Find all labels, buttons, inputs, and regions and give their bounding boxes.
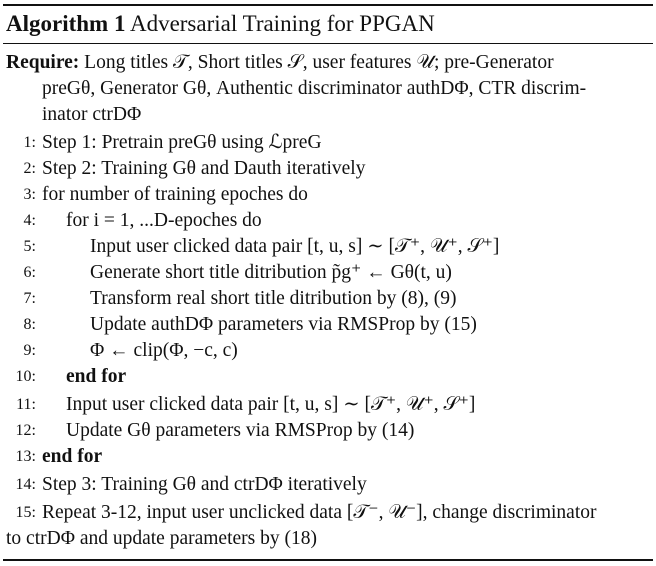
line-number: 10:: [15, 368, 36, 385]
line-number: 7:: [23, 290, 36, 307]
step-text: Generate short title ditribution p̃g⁺ ← Gθ(t, u): [90, 262, 452, 283]
algorithm-caption: [6, 9, 435, 39]
step-line: [0, 472, 656, 498]
require-keyword: Require:: [6, 52, 80, 73]
step-line: [0, 208, 656, 234]
step-text: end for: [66, 366, 127, 387]
step-line: [0, 418, 656, 444]
line-number: 4:: [23, 212, 36, 229]
step-text: Input user clicked data pair [t, u, s] ∼ [𝒯⁺, 𝒰⁺, 𝒮⁺]: [90, 236, 500, 257]
line-number: 9:: [23, 342, 36, 359]
line-number: 1:: [23, 134, 36, 151]
step-text: Φ ← clip(Φ, −c, c): [90, 340, 238, 361]
line-number: 12:: [15, 422, 36, 439]
line-number: 15:: [15, 504, 36, 521]
caption-rule: [3, 43, 653, 44]
line-number: 2:: [23, 160, 36, 177]
step-text: to ctrDΦ and update parameters by (18): [6, 528, 317, 549]
line-number: 5:: [23, 238, 36, 255]
step-text: Step 2: Training Gθ and Dauth iteratively: [42, 158, 366, 179]
line-number: 11:: [16, 396, 36, 413]
line-number: 14:: [15, 476, 36, 493]
line-number: 6:: [23, 264, 36, 281]
algorithm-label: Algorithm 1: [6, 11, 126, 36]
require-line-1: Long titles 𝒯, Short titles 𝒮, user features 𝒰; pre-Generator: [84, 52, 554, 73]
step-line: [0, 182, 656, 208]
step-line: [0, 364, 656, 390]
algorithm-title: Adversarial Training for PPGAN: [129, 11, 435, 36]
step-text: end for: [42, 446, 103, 467]
line-number: 13:: [15, 448, 36, 465]
step-line: [0, 338, 656, 364]
require-line-3: inator ctrDΦ: [42, 104, 142, 125]
line-number: 8:: [23, 316, 36, 333]
step-line: [0, 500, 656, 526]
bottom-rule: [3, 559, 653, 561]
step-line: [0, 392, 656, 418]
step-line: [0, 286, 656, 312]
step-line: [0, 444, 656, 470]
step-text: Update authDΦ parameters via RMSProp by (15): [90, 314, 477, 335]
require-line-2: preGθ, Generator Gθ, Authentic discriminator authDΦ, CTR discrim-: [42, 78, 587, 99]
step-text: Step 3: Training Gθ and ctrDΦ iteratively: [42, 474, 367, 495]
step-text: for number of training epoches do: [42, 184, 308, 205]
step-text: Transform real short title ditribution by (8), (9): [90, 288, 457, 309]
require-section: [6, 50, 646, 128]
step-line: [0, 234, 656, 260]
step-text: Step 1: Pretrain preGθ using ℒpreG: [42, 132, 322, 153]
line-number: 3:: [23, 186, 36, 203]
step-text: Repeat 3-12, input user unclicked data [𝒯⁻, 𝒰⁻], change discriminator: [42, 502, 597, 523]
step-text: Input user clicked data pair [t, u, s] ∼ [𝒯⁺, 𝒰⁺, 𝒮⁺]: [66, 394, 476, 415]
step-line: [0, 526, 656, 552]
top-rule: [3, 4, 653, 6]
step-line: [0, 156, 656, 182]
step-line: [0, 260, 656, 286]
step-text: for i = 1, ...D-epoches do: [66, 210, 262, 231]
step-line: [0, 312, 656, 338]
step-text: Update Gθ parameters via RMSProp by (14): [66, 420, 415, 441]
step-line: [0, 130, 656, 156]
